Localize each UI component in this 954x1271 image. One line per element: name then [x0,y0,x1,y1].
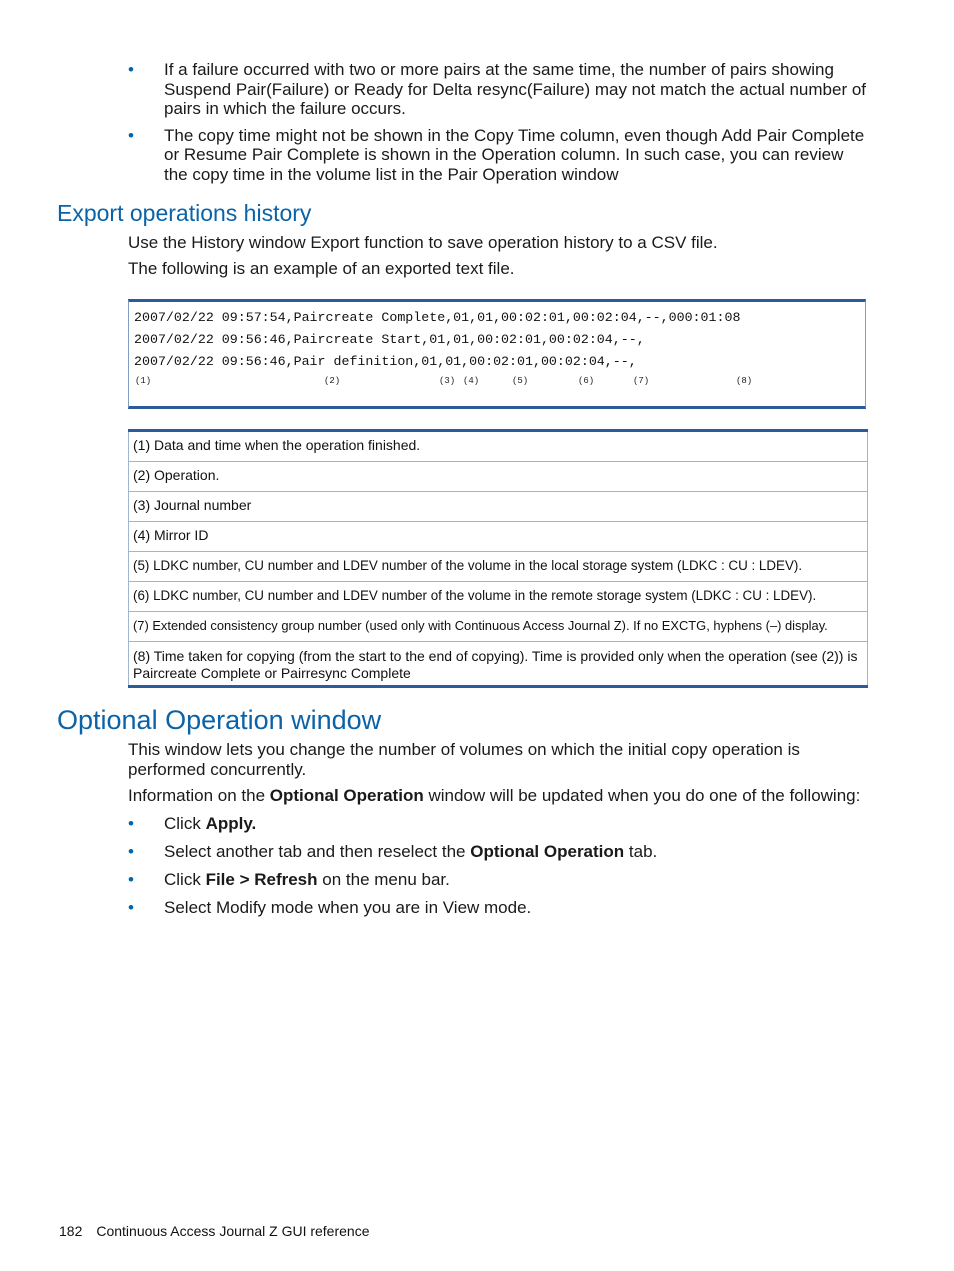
field-marker: (3) [439,376,456,386]
table-cell: (3) Journal number [129,492,868,522]
table-row [129,492,868,522]
table-row [129,552,868,582]
table-cell: (6) LDKC number, CU number and LDEV number of the volume in the remote storage system (LDKC : CU : LDEV). [129,582,868,612]
csv-example-box [128,299,866,409]
table-cell: (1) Data and time when the operation finished. [129,431,868,462]
bullet-icon: • [128,125,134,145]
bullet-icon: • [128,60,134,79]
table-row [129,642,868,687]
page-footer [59,1223,370,1240]
paragraph-bold-text: Optional Operation [269,786,424,805]
bullet-text: tab. [624,842,658,861]
intro-bullet-list [128,60,868,191]
field-marker: (8) [736,376,753,386]
table-row [129,612,868,642]
bullet-text: Click [164,870,206,889]
bullet-text: Select Modify mode when you are in View mode. [164,898,532,917]
field-legend-table [128,429,868,688]
bullet-bold-text: Apply. [205,814,257,833]
bullet-bold-text: Optional Operation [470,842,625,861]
footer-title: Continuous Access Journal Z GUI reference [96,1223,370,1239]
bullet-icon: • [128,870,134,889]
bullet-icon: • [128,814,134,833]
table-row [129,431,868,462]
section-heading-optional: Optional Operation window [57,705,382,735]
table-row [129,582,868,612]
table-row [129,522,868,552]
field-marker: (5) [512,376,529,386]
list-item [128,60,868,119]
field-marker: (6) [578,376,595,386]
section-heading-export: Export operations history [57,200,312,226]
list-item [128,126,868,185]
field-marker: (4) [463,376,480,386]
bullet-icon: • [128,842,134,861]
bullet-icon: • [128,898,134,917]
bullet-text: Select another tab and then reselect the [164,842,471,861]
field-marker: (2) [324,376,341,386]
bullet-text: on the menu bar. [317,870,450,889]
paragraph-text: Information on the [128,786,270,805]
table-cell: (7) Extended consistency group number (used only with Continuous Access Journal Z). If no EXCTG, hyphens (–) display. [129,612,868,642]
list-item [128,870,868,890]
csv-line: 2007/02/22 09:57:54,Paircreate Complete,01,01,00:02:01,00:02:04,--,000:01:08 [134,310,741,325]
optional-bullet-list [128,814,868,926]
export-paragraph-1: Use the History window Export function to save operation history to a CSV file. [128,233,718,252]
list-item [128,898,868,918]
export-paragraph-2: The following is an example of an exported text file. [128,259,515,278]
table-row [129,462,868,492]
csv-line: 2007/02/22 09:56:46,Pair definition,01,01,00:02:01,00:02:04,--, [134,354,637,369]
table-cell: (4) Mirror ID [129,522,868,552]
bullet-text: The copy time might not be shown in the Copy Time column, even though Add Pair Complete or Resume Pair Complete is shown in the Operation column. In such case, you can review the copy time in the volume list in the Pair Operation window [164,125,865,184]
list-item [128,842,868,862]
csv-line: 2007/02/22 09:56:46,Paircreate Start,01,01,00:02:01,00:02:04,--, [134,332,645,347]
bullet-text: If a failure occurred with two or more pairs at the same time, the number of pairs showing Suspend Pair(Failure) or Ready for Delta resync(Failure) may not match the actual number of pairs in which the failure occurs. [164,60,867,118]
table-cell: (2) Operation. [129,462,868,492]
bullet-bold-text: File > Refresh [205,870,318,889]
table-cell: (5) LDKC number, CU number and LDEV number of the volume in the local storage system (LDKC : CU : LDEV). [129,552,868,582]
list-item [128,814,868,834]
optional-paragraph-1: This window lets you change the number of volumes on which the initial copy operation is performed concurrently. [128,740,800,779]
field-marker: (7) [633,376,650,386]
field-marker: (1) [135,376,152,386]
paragraph-text: window will be updated when you do one of the following: [423,786,861,805]
optional-paragraph-2 [128,786,870,806]
table-cell: (8) Time taken for copying (from the start to the end of copying). Time is provided only when the operation (see (2)) is Paircreate Complete or Pairresync Complete [129,642,868,687]
page-number: 182 [59,1223,83,1239]
bullet-text: Click [164,814,206,833]
